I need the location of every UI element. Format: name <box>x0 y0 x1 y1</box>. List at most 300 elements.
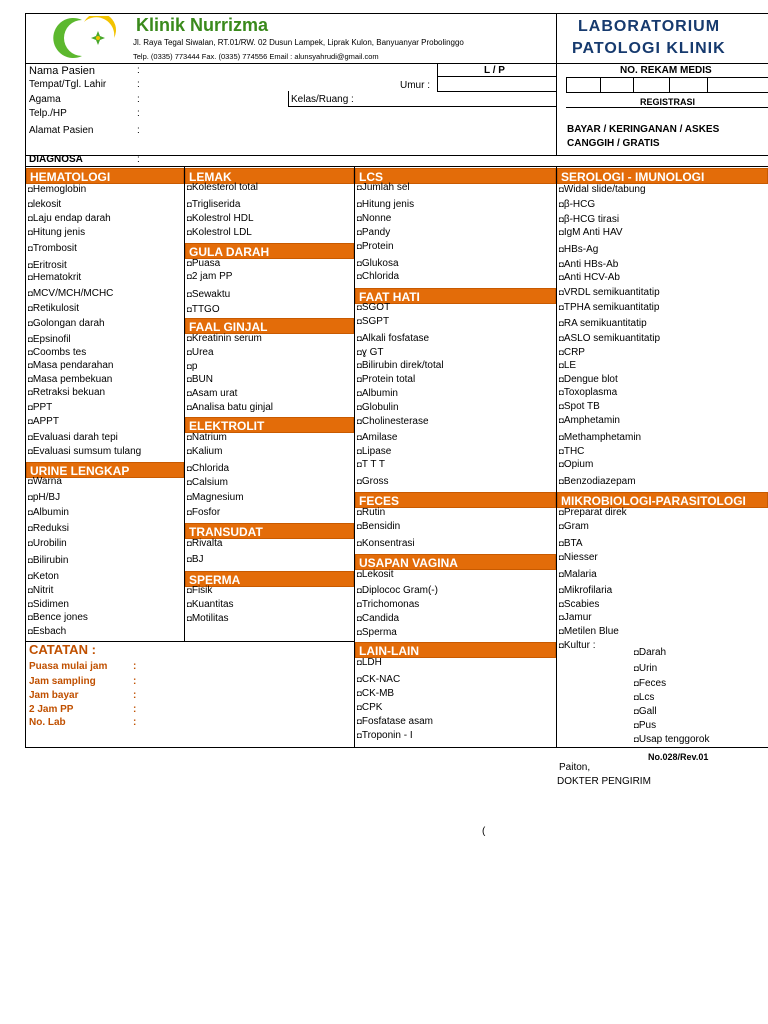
checkbox-icon[interactable]: ◘ <box>559 402 564 411</box>
checkbox-icon[interactable]: ◘ <box>28 244 33 253</box>
checkbox-icon[interactable]: ◘ <box>28 447 33 456</box>
checkbox-icon[interactable]: ◘ <box>559 570 564 579</box>
checkbox-icon[interactable]: ◘ <box>559 303 564 312</box>
checkbox-icon[interactable]: ◘ <box>559 319 564 328</box>
checkbox-icon[interactable]: ◘ <box>187 200 192 209</box>
checkbox-label: Epsinofil <box>32 334 71 345</box>
checkbox-item-serologi[interactable] <box>559 432 641 444</box>
checkbox-label: Bilirubin direk/total <box>361 360 444 371</box>
checkbox-icon[interactable]: ◘ <box>634 707 639 716</box>
checkbox-item-faat[interactable] <box>357 432 397 444</box>
checkbox-icon[interactable]: ◘ <box>28 361 33 370</box>
checkbox-item-mikro[interactable] <box>559 521 589 533</box>
checkbox-icon[interactable]: ◘ <box>28 417 33 426</box>
checkbox-item-serologi[interactable] <box>559 387 617 399</box>
checkbox-icon[interactable]: ◘ <box>28 228 33 237</box>
checkbox-icon[interactable]: ◘ <box>357 689 362 698</box>
checkbox-icon[interactable]: ◘ <box>187 403 192 412</box>
checkbox-label: Analisa batu ginjal <box>191 402 274 413</box>
checkbox-item-serologi[interactable] <box>559 244 598 256</box>
checkbox-icon[interactable]: ◘ <box>187 183 192 192</box>
checkbox-item-serologi[interactable] <box>559 199 595 211</box>
checkbox-item-hematologi[interactable] <box>28 199 61 211</box>
checkbox-item-ginjal[interactable] <box>187 333 262 345</box>
checkbox-icon[interactable]: ◘ <box>28 214 33 223</box>
checkbox-label: Albumin <box>32 507 69 518</box>
checkbox-icon[interactable]: ◘ <box>559 273 564 282</box>
checkbox-item-gula[interactable] <box>187 271 232 283</box>
checkbox-icon[interactable]: ◘ <box>187 290 192 299</box>
checkbox-icon[interactable]: ◘ <box>357 200 362 209</box>
checkbox-icon[interactable]: ◘ <box>28 403 33 412</box>
checkbox-item-vagina[interactable] <box>357 569 394 581</box>
checkbox-icon[interactable]: ◘ <box>28 289 33 298</box>
checkbox-item-hematologi[interactable] <box>28 446 141 458</box>
checkbox-icon[interactable]: ◘ <box>28 388 33 397</box>
checkbox-label: Preparat direk <box>563 507 627 518</box>
checkbox-icon[interactable]: ◘ <box>187 478 192 487</box>
checkbox-item-serologi[interactable] <box>559 476 636 488</box>
checkbox-item-serologi[interactable] <box>559 184 646 196</box>
section-header-serologi: SEROLOGI - IMUNOLOGI <box>557 168 768 184</box>
checkbox-item-mikro[interactable] <box>559 612 592 624</box>
checkbox-icon[interactable]: ◘ <box>559 185 564 194</box>
checkbox-item-mikro[interactable] <box>559 640 596 652</box>
checkbox-item-urine[interactable] <box>28 626 66 638</box>
checkbox-icon[interactable]: ◘ <box>559 522 564 531</box>
checkbox-item-urine[interactable] <box>28 507 69 519</box>
checkbox-item-lain[interactable] <box>357 674 400 686</box>
checkbox-item-serologi[interactable] <box>559 333 660 345</box>
checkbox-icon[interactable]: ◘ <box>559 260 564 269</box>
checkbox-icon[interactable]: ◘ <box>357 703 362 712</box>
checkbox-item-ginjal[interactable] <box>187 402 273 414</box>
checkbox-icon[interactable]: ◘ <box>559 508 564 517</box>
checkbox-label: CK-NAC <box>361 674 401 685</box>
checkbox-icon[interactable]: ◘ <box>559 613 564 622</box>
colon: : <box>133 717 137 728</box>
checkbox-icon[interactable]: ◘ <box>357 348 362 357</box>
checkbox-item-urine[interactable] <box>28 523 69 535</box>
checkbox-item-serologi[interactable] <box>559 446 584 458</box>
checkbox-icon[interactable]: ◘ <box>187 389 192 398</box>
checkbox-item-mikro[interactable] <box>559 552 598 564</box>
checkbox-item-hematologi[interactable] <box>28 288 113 300</box>
checkbox-icon[interactable]: ◘ <box>559 641 564 650</box>
checkbox-icon[interactable]: ◘ <box>357 242 362 251</box>
checkbox-icon[interactable]: ◘ <box>187 464 192 473</box>
checkbox-icon[interactable]: ◘ <box>559 539 564 548</box>
checkbox-label: Kolesterol total <box>191 182 258 193</box>
checkbox-label: Keton <box>32 571 59 582</box>
checkbox-icon[interactable]: ◘ <box>187 362 192 371</box>
checkbox-item-hematologi[interactable] <box>28 213 111 225</box>
checkbox-item-urine[interactable] <box>28 571 59 583</box>
checkbox-icon[interactable]: ◘ <box>28 613 33 622</box>
checkbox-icon[interactable]: ◘ <box>187 305 192 314</box>
checkbox-item-kultur[interactable] <box>634 663 657 675</box>
checkbox-item-lemak[interactable] <box>187 227 252 239</box>
checkbox-item-mikro[interactable] <box>559 599 599 611</box>
checkbox-item-kultur[interactable] <box>634 692 654 704</box>
checkbox-label: Sperma <box>361 627 397 638</box>
checkbox-icon[interactable]: ◘ <box>634 735 639 744</box>
checkbox-item-serologi[interactable] <box>559 415 620 427</box>
checkbox-item-transudat[interactable] <box>187 538 222 550</box>
checkbox-item-kultur[interactable] <box>634 678 666 690</box>
checkbox-item-hematologi[interactable] <box>28 303 79 315</box>
checkbox-icon[interactable]: ◘ <box>28 508 33 517</box>
checkbox-item-lemak[interactable] <box>187 213 254 225</box>
checkbox-icon[interactable]: ◘ <box>357 183 362 192</box>
checkbox-item-kultur[interactable] <box>634 720 656 732</box>
checkbox-item-ginjal[interactable] <box>187 374 213 386</box>
checkbox-icon[interactable]: ◘ <box>28 586 33 595</box>
checkbox-icon[interactable]: ◘ <box>559 334 564 343</box>
checkbox-item-faat[interactable] <box>357 446 391 458</box>
checkbox-icon[interactable]: ◘ <box>559 215 564 224</box>
checkbox-item-serologi[interactable] <box>559 302 659 314</box>
checkbox-icon[interactable]: ◘ <box>559 460 564 469</box>
checkbox-icon[interactable]: ◘ <box>559 416 564 425</box>
checkbox-icon[interactable]: ◘ <box>634 721 639 730</box>
checkbox-item-serologi[interactable] <box>559 287 660 299</box>
checkbox-icon[interactable]: ◘ <box>28 627 33 636</box>
checkbox-item-feces[interactable] <box>357 507 385 519</box>
checkbox-item-urine[interactable] <box>28 555 68 567</box>
checkbox-item-lemak[interactable] <box>187 199 240 211</box>
checkbox-icon[interactable]: ◘ <box>559 228 564 237</box>
checkbox-icon[interactable]: ◘ <box>559 375 564 384</box>
checkbox-icon[interactable]: ◘ <box>559 447 564 456</box>
checkbox-item-serologi[interactable] <box>559 459 593 471</box>
checkbox-item-lcs[interactable] <box>357 241 394 253</box>
checkbox-item-urine[interactable] <box>28 476 62 488</box>
label-ttl: Tempat/Tgl. Lahir <box>29 79 107 90</box>
section-header-gula: GULA DARAH <box>185 243 354 259</box>
checkbox-item-hematologi[interactable] <box>28 272 81 284</box>
checkbox-icon[interactable]: ◘ <box>357 658 362 667</box>
checkbox-icon[interactable]: ◘ <box>357 628 362 637</box>
checkbox-label: Rivalta <box>191 538 223 549</box>
checkbox-label: Kolestrol HDL <box>191 213 254 224</box>
checkbox-icon[interactable]: ◘ <box>28 319 33 328</box>
checkbox-icon[interactable]: ◘ <box>357 272 362 281</box>
checkbox-item-gula[interactable] <box>187 289 230 301</box>
checkbox-icon[interactable]: ◘ <box>559 586 564 595</box>
checkbox-icon[interactable]: ◘ <box>559 288 564 297</box>
checkbox-label: BUN <box>191 374 213 385</box>
checkbox-item-elektrolit[interactable] <box>187 477 228 489</box>
checkbox-label: MCV/MCH/MCHC <box>32 288 114 299</box>
checkbox-item-serologi[interactable] <box>559 401 600 413</box>
checkbox-item-faat[interactable] <box>357 416 429 428</box>
checkbox-item-mikro[interactable] <box>559 626 619 638</box>
checkbox-label: β-HCG tirasi <box>563 214 620 225</box>
checkbox-item-serologi[interactable] <box>559 347 585 359</box>
checkbox-icon[interactable]: ◘ <box>28 524 33 533</box>
checkbox-item-faat[interactable] <box>357 388 398 400</box>
checkbox-icon[interactable]: ◘ <box>559 477 564 486</box>
checkbox-icon[interactable]: ◘ <box>559 348 564 357</box>
checkbox-item-ginjal[interactable] <box>187 347 214 359</box>
checkbox-icon[interactable]: ◘ <box>187 614 192 623</box>
checkbox-icon[interactable]: ◘ <box>357 447 362 456</box>
checkbox-label: Bilirubin <box>32 555 69 566</box>
checkbox-icon[interactable]: ◘ <box>559 245 564 254</box>
checkbox-icon[interactable]: ◘ <box>357 600 362 609</box>
checkbox-item-sperma[interactable] <box>187 599 234 611</box>
checkbox-item-lain[interactable] <box>357 730 413 742</box>
checkbox-label: Lekosit <box>361 569 394 580</box>
checkbox-item-urine[interactable] <box>28 492 60 504</box>
checkbox-item-elektrolit[interactable] <box>187 446 222 458</box>
checkbox-item-lain[interactable] <box>357 688 394 700</box>
catatan-row-label: No. Lab <box>29 717 66 728</box>
checkbox-item-ginjal[interactable] <box>187 361 197 373</box>
checkbox-icon[interactable]: ◘ <box>357 570 362 579</box>
checkbox-icon[interactable]: ◘ <box>559 600 564 609</box>
checkbox-item-urine[interactable] <box>28 599 69 611</box>
colon: : <box>133 676 137 687</box>
checkbox-item-vagina[interactable] <box>357 627 397 639</box>
checkbox-item-lemak[interactable] <box>187 182 258 194</box>
checkbox-item-urine[interactable] <box>28 612 88 624</box>
checkbox-icon[interactable]: ◘ <box>28 348 33 357</box>
checkbox-icon[interactable]: ◘ <box>187 508 192 517</box>
checkbox-item-hematologi[interactable] <box>28 243 77 255</box>
checkbox-icon[interactable]: ◘ <box>187 586 192 595</box>
section-header-hematologi: HEMATOLOGI <box>26 168 184 184</box>
checkbox-icon[interactable]: ◘ <box>187 433 192 442</box>
section-header-lemak: LEMAK <box>185 168 354 184</box>
checkbox-label: IgM Anti HAV <box>563 227 623 238</box>
checkbox-icon[interactable]: ◘ <box>357 389 362 398</box>
checkbox-item-vagina[interactable] <box>357 613 399 625</box>
checkbox-label: Chlorida <box>191 463 230 474</box>
checkbox-item-elektrolit[interactable] <box>187 432 227 444</box>
checkbox-icon[interactable]: ◘ <box>357 375 362 384</box>
checkbox-icon[interactable]: ◘ <box>28 375 33 384</box>
checkbox-item-faat[interactable] <box>357 459 385 471</box>
checkbox-item-lain[interactable] <box>357 702 382 714</box>
checkbox-icon[interactable]: ◘ <box>357 717 362 726</box>
checkbox-item-kultur[interactable] <box>634 647 666 659</box>
checkbox-item-serologi[interactable] <box>559 318 647 330</box>
checkbox-item-sperma[interactable] <box>187 613 229 625</box>
checkbox-item-lcs[interactable] <box>357 199 414 211</box>
checkbox-item-hematologi[interactable] <box>28 334 71 346</box>
checkbox-icon[interactable]: ◘ <box>28 572 33 581</box>
checkbox-item-elektrolit[interactable] <box>187 492 244 504</box>
checkbox-icon[interactable]: ◘ <box>28 433 33 442</box>
checkbox-icon[interactable]: ◘ <box>559 553 564 562</box>
checkbox-icon[interactable]: ◘ <box>28 304 33 313</box>
checkbox-icon[interactable]: ◘ <box>28 600 33 609</box>
checkbox-icon[interactable]: ◘ <box>357 508 362 517</box>
checkbox-item-serologi[interactable] <box>559 227 623 239</box>
checkbox-icon[interactable]: ◘ <box>187 555 192 564</box>
checkbox-item-mikro[interactable] <box>559 585 612 597</box>
checkbox-item-mikro[interactable] <box>559 507 627 519</box>
checkbox-item-mikro[interactable] <box>559 569 597 581</box>
clinic-address: Jl. Raya Tegal Siwalan, RT.01/RW. 02 Dusun Lampek, Liprak Kulon, Banyuanyar Probolinggo <box>133 38 464 47</box>
checkbox-item-ginjal[interactable] <box>187 388 237 400</box>
checkbox-item-hematologi[interactable] <box>28 387 105 399</box>
checkbox-item-serologi[interactable] <box>559 259 618 271</box>
checkbox-icon[interactable]: ◘ <box>559 200 564 209</box>
checkbox-item-feces[interactable] <box>357 538 415 550</box>
checkbox-item-faat[interactable] <box>357 476 389 488</box>
checkbox-label: Anti HBs-Ab <box>563 259 619 270</box>
checkbox-item-lcs[interactable] <box>357 182 410 194</box>
label-kelas: Kelas/Ruang : <box>291 94 354 105</box>
checkbox-item-serologi[interactable] <box>559 374 618 386</box>
checkbox-label: Gross <box>361 476 389 487</box>
checkbox-icon[interactable]: ◘ <box>357 539 362 548</box>
checkbox-item-gula[interactable] <box>187 258 220 270</box>
label-umur: Umur : <box>400 80 430 91</box>
checkbox-item-lcs[interactable] <box>357 271 399 283</box>
checkbox-icon[interactable]: ◘ <box>187 447 192 456</box>
checkbox-label: Esbach <box>32 626 67 637</box>
checkbox-item-sperma[interactable] <box>187 585 212 597</box>
checkbox-item-urine[interactable] <box>28 585 53 597</box>
checkbox-icon[interactable]: ◘ <box>357 614 362 623</box>
checkbox-icon[interactable]: ◘ <box>187 348 192 357</box>
checkbox-item-lain[interactable] <box>357 657 382 669</box>
checkbox-icon[interactable]: ◘ <box>357 317 362 326</box>
checkbox-item-serologi[interactable] <box>559 214 619 226</box>
checkbox-icon[interactable]: ◘ <box>357 477 362 486</box>
checkbox-label: Glukosa <box>361 258 399 269</box>
checkbox-icon[interactable]: ◘ <box>187 228 192 237</box>
checkbox-icon[interactable]: ◘ <box>187 493 192 502</box>
checkbox-item-hematologi[interactable] <box>28 227 85 239</box>
checkbox-label: Bence jones <box>32 612 88 623</box>
checkbox-item-feces[interactable] <box>357 521 400 533</box>
checkbox-icon[interactable]: ◘ <box>634 679 639 688</box>
checkbox-label: Asam urat <box>191 388 238 399</box>
checkbox-icon[interactable]: ◘ <box>28 556 33 565</box>
checkbox-item-hematologi[interactable] <box>28 374 112 386</box>
checkbox-icon[interactable]: ◘ <box>357 586 362 595</box>
checkbox-icon[interactable]: ◘ <box>357 228 362 237</box>
checkbox-item-lain[interactable] <box>357 716 433 728</box>
checkbox-label: Feces <box>638 678 667 689</box>
checkbox-icon[interactable]: ◘ <box>357 403 362 412</box>
checkbox-label: Kreatinin serum <box>191 333 262 344</box>
checkbox-icon[interactable]: ◘ <box>357 361 362 370</box>
checkbox-label: SGOT <box>361 302 391 313</box>
checkbox-item-hematologi[interactable] <box>28 432 118 444</box>
checkbox-icon[interactable]: ◘ <box>357 214 362 223</box>
checkbox-icon[interactable]: ◘ <box>559 361 564 370</box>
checkbox-icon[interactable]: ◘ <box>357 675 362 684</box>
checkbox-item-faat[interactable] <box>357 402 399 414</box>
checkbox-icon[interactable]: ◘ <box>28 273 33 282</box>
checkbox-item-faat[interactable] <box>357 333 429 345</box>
label-telp: Telp./HP <box>29 108 67 119</box>
checkbox-icon[interactable]: ◘ <box>634 648 639 657</box>
checkbox-icon[interactable]: ◘ <box>559 433 564 442</box>
checkbox-icon[interactable]: ◘ <box>357 460 362 469</box>
checkbox-item-hematologi[interactable] <box>28 402 52 414</box>
checkbox-icon[interactable]: ◘ <box>28 261 33 270</box>
checkbox-icon[interactable]: ◘ <box>187 259 192 268</box>
checkbox-item-lcs[interactable] <box>357 227 390 239</box>
checkbox-icon[interactable]: ◘ <box>187 214 192 223</box>
checkbox-item-hematologi[interactable] <box>28 347 86 359</box>
checkbox-item-hematologi[interactable] <box>28 318 105 330</box>
checkbox-item-elektrolit[interactable] <box>187 507 220 519</box>
label-agama: Agama <box>29 94 61 105</box>
section-header-vagina: USAPAN VAGINA <box>355 554 556 570</box>
checkbox-item-kultur[interactable] <box>634 706 657 718</box>
checkbox-item-serologi[interactable] <box>559 272 620 284</box>
checkbox-item-gula[interactable] <box>187 304 220 316</box>
checkbox-icon[interactable]: ◘ <box>357 259 362 268</box>
checkbox-item-urine[interactable] <box>28 538 67 550</box>
checkbox-item-faat[interactable] <box>357 316 389 328</box>
checkbox-item-hematologi[interactable] <box>28 416 59 428</box>
checkbox-icon[interactable]: ◘ <box>357 522 362 531</box>
checkbox-item-vagina[interactable] <box>357 585 438 597</box>
checkbox-item-faat[interactable] <box>357 374 415 386</box>
checkbox-label: Kuantitas <box>191 599 234 610</box>
checkbox-icon[interactable]: ◘ <box>187 272 192 281</box>
checkbox-item-serologi[interactable] <box>559 360 576 372</box>
checkbox-icon[interactable]: ◘ <box>28 477 33 486</box>
checkbox-item-hematologi[interactable] <box>28 184 86 196</box>
checkbox-item-transudat[interactable] <box>187 554 204 566</box>
checkbox-item-hematologi[interactable] <box>28 360 113 372</box>
checkbox-icon[interactable]: ◘ <box>559 388 564 397</box>
checkbox-icon[interactable]: ◘ <box>28 539 33 548</box>
checkbox-item-lcs[interactable] <box>357 213 391 225</box>
checkbox-item-lcs[interactable] <box>357 258 399 270</box>
checkbox-icon[interactable]: ◘ <box>357 417 362 426</box>
checkbox-icon[interactable]: ◘ <box>559 627 564 636</box>
checkbox-icon[interactable]: ◘ <box>28 200 33 209</box>
checkbox-item-elektrolit[interactable] <box>187 463 229 475</box>
checkbox-icon[interactable]: ◘ <box>187 375 192 384</box>
checkbox-item-vagina[interactable] <box>357 599 419 611</box>
checkbox-label: Kolestrol LDL <box>191 227 252 238</box>
checkbox-icon[interactable]: ◘ <box>357 334 362 343</box>
checkbox-item-faat[interactable] <box>357 347 384 359</box>
checkbox-icon[interactable]: ◘ <box>357 433 362 442</box>
checkbox-label: Evaluasi darah tepi <box>32 432 118 443</box>
checkbox-icon[interactable]: ◘ <box>634 664 639 673</box>
checkbox-icon[interactable]: ◘ <box>634 693 639 702</box>
checkbox-icon[interactable]: ◘ <box>28 185 33 194</box>
checkbox-icon[interactable]: ◘ <box>187 600 192 609</box>
checkbox-icon[interactable]: ◘ <box>28 493 33 502</box>
rekam-medis-boxes[interactable] <box>566 77 768 93</box>
checkbox-icon[interactable]: ◘ <box>187 539 192 548</box>
checkbox-icon[interactable]: ◘ <box>357 303 362 312</box>
checkbox-item-hematologi[interactable] <box>28 260 67 272</box>
checkbox-icon[interactable]: ◘ <box>357 731 362 740</box>
checkbox-icon[interactable]: ◘ <box>28 335 33 344</box>
checkbox-item-mikro[interactable] <box>559 538 583 550</box>
checkbox-item-faat[interactable] <box>357 360 444 372</box>
checkbox-item-faat[interactable] <box>357 302 390 314</box>
colon: : <box>133 704 137 715</box>
checkbox-item-kultur[interactable] <box>634 734 709 746</box>
checkbox-icon[interactable]: ◘ <box>187 334 192 343</box>
